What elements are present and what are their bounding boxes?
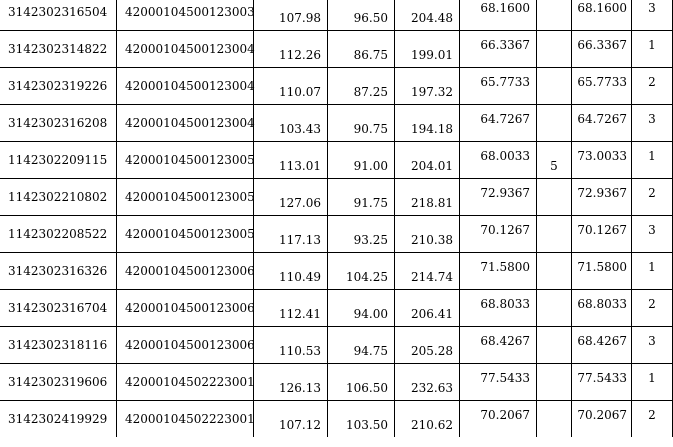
rank-value: 3 bbox=[648, 334, 656, 348]
table-row bbox=[0, 327, 673, 364]
converted-score-cell bbox=[460, 105, 537, 142]
rank-cell bbox=[632, 31, 673, 68]
candidate-id-cell: 3142302419929 bbox=[0, 401, 117, 438]
converted-score-value: 68.0033 bbox=[480, 149, 530, 163]
score-value: 91.75 bbox=[353, 196, 388, 210]
bonus-cell bbox=[537, 253, 572, 290]
bonus-cell bbox=[537, 31, 572, 68]
score-value: 91.00 bbox=[353, 159, 388, 173]
converted-score-cell bbox=[460, 401, 537, 438]
converted-score-cell bbox=[460, 364, 537, 401]
converted-score-cell bbox=[460, 290, 537, 327]
rank-value: 3 bbox=[648, 112, 656, 126]
converted-score-cell bbox=[460, 142, 537, 179]
final-score-cell bbox=[572, 253, 632, 290]
score-cell bbox=[328, 105, 395, 142]
converted-score-cell bbox=[460, 327, 537, 364]
position-code-cell: 42000104500123003 bbox=[117, 0, 254, 31]
converted-score-value: 65.7733 bbox=[480, 75, 530, 89]
candidate-id-cell: 3142302316504 bbox=[0, 0, 117, 31]
rank-cell bbox=[632, 253, 673, 290]
score-value: 117.13 bbox=[279, 233, 321, 247]
score-cell bbox=[328, 364, 395, 401]
total-value: 204.01 bbox=[411, 159, 453, 173]
converted-score-value: 68.8033 bbox=[480, 297, 530, 311]
rank-value: 2 bbox=[648, 408, 656, 422]
converted-score-value: 71.5800 bbox=[480, 260, 530, 274]
score-cell bbox=[328, 142, 395, 179]
rank-value: 1 bbox=[648, 149, 656, 163]
final-score-cell bbox=[572, 401, 632, 438]
total-cell bbox=[395, 31, 460, 68]
rank-cell bbox=[632, 364, 673, 401]
position-code-cell: 42000104502223001 bbox=[117, 364, 254, 401]
final-score-cell bbox=[572, 364, 632, 401]
converted-score-value: 72.9367 bbox=[480, 186, 530, 200]
total-cell bbox=[395, 364, 460, 401]
candidate-id-cell: 3142302319226 bbox=[0, 68, 117, 105]
candidate-id-cell: 3142302318116 bbox=[0, 327, 117, 364]
total-cell bbox=[395, 327, 460, 364]
table-row bbox=[0, 179, 673, 216]
position-code-cell: 42000104500123005 bbox=[117, 216, 254, 253]
total-value: 204.48 bbox=[411, 11, 453, 25]
candidate-id-cell: 3142302316704 bbox=[0, 290, 117, 327]
score-cell bbox=[328, 216, 395, 253]
total-cell bbox=[395, 0, 460, 31]
table-row bbox=[0, 142, 673, 179]
total-value: 232.63 bbox=[411, 381, 453, 395]
bonus-cell bbox=[537, 0, 572, 31]
rank-cell bbox=[632, 216, 673, 253]
score-cell bbox=[254, 31, 328, 68]
bonus-cell bbox=[537, 105, 572, 142]
score-cell bbox=[328, 327, 395, 364]
total-value: 199.01 bbox=[411, 48, 453, 62]
bonus-cell bbox=[537, 179, 572, 216]
score-cell bbox=[254, 216, 328, 253]
table-row bbox=[0, 401, 673, 438]
total-value: 210.38 bbox=[411, 233, 453, 247]
score-value: 94.00 bbox=[353, 307, 388, 321]
position-code-cell: 42000104502223001 bbox=[117, 401, 254, 438]
total-value: 205.28 bbox=[411, 344, 453, 358]
rank-cell bbox=[632, 401, 673, 438]
score-cell bbox=[328, 68, 395, 105]
final-score-value: 68.8033 bbox=[577, 297, 627, 311]
candidate-id-cell: 1142302210802 bbox=[0, 179, 117, 216]
score-value: 86.75 bbox=[353, 48, 388, 62]
score-cell bbox=[328, 179, 395, 216]
score-cell bbox=[254, 253, 328, 290]
converted-score-value: 68.1600 bbox=[480, 1, 530, 15]
converted-score-value: 70.1267 bbox=[480, 223, 530, 237]
rank-cell bbox=[632, 179, 673, 216]
bonus-cell bbox=[537, 142, 572, 179]
total-value: 218.81 bbox=[411, 196, 453, 210]
bonus-cell bbox=[537, 290, 572, 327]
position-code-cell: 42000104500123005 bbox=[117, 179, 254, 216]
converted-score-value: 70.2067 bbox=[480, 408, 530, 422]
total-cell bbox=[395, 253, 460, 290]
position-code-cell: 42000104500123006 bbox=[117, 327, 254, 364]
score-value: 110.07 bbox=[279, 85, 321, 99]
score-value: 112.41 bbox=[279, 307, 321, 321]
score-value: 93.25 bbox=[353, 233, 388, 247]
final-score-cell bbox=[572, 142, 632, 179]
score-value: 127.06 bbox=[279, 196, 321, 210]
rank-value: 1 bbox=[648, 371, 656, 385]
score-value: 103.50 bbox=[346, 418, 388, 432]
final-score-value: 77.5433 bbox=[577, 371, 627, 385]
total-value: 210.62 bbox=[411, 418, 453, 432]
candidate-id-cell: 3142302314822 bbox=[0, 31, 117, 68]
score-cell bbox=[254, 105, 328, 142]
converted-score-value: 66.3367 bbox=[480, 38, 530, 52]
converted-score-cell bbox=[460, 253, 537, 290]
bonus-cell bbox=[537, 68, 572, 105]
score-value: 96.50 bbox=[353, 11, 388, 25]
total-value: 194.18 bbox=[411, 122, 453, 136]
score-cell bbox=[328, 401, 395, 438]
candidate-id-cell: 3142302316208 bbox=[0, 105, 117, 142]
table-row bbox=[0, 364, 673, 401]
rank-cell bbox=[632, 0, 673, 31]
position-code-cell: 42000104500123004 bbox=[117, 105, 254, 142]
rank-value: 3 bbox=[648, 223, 656, 237]
total-cell bbox=[395, 179, 460, 216]
table-row bbox=[0, 253, 673, 290]
converted-score-cell bbox=[460, 0, 537, 31]
converted-score-value: 68.4267 bbox=[480, 334, 530, 348]
final-score-value: 68.1600 bbox=[577, 1, 627, 15]
total-cell bbox=[395, 142, 460, 179]
score-cell bbox=[254, 179, 328, 216]
score-cell bbox=[254, 0, 328, 31]
converted-score-cell bbox=[460, 179, 537, 216]
final-score-value: 73.0033 bbox=[577, 149, 627, 163]
final-score-value: 68.4267 bbox=[577, 334, 627, 348]
bonus-cell bbox=[537, 216, 572, 253]
score-cell bbox=[328, 253, 395, 290]
score-cell bbox=[254, 327, 328, 364]
total-cell bbox=[395, 290, 460, 327]
score-cell bbox=[254, 68, 328, 105]
converted-score-cell bbox=[460, 216, 537, 253]
rank-value: 2 bbox=[648, 297, 656, 311]
score-value: 112.26 bbox=[279, 48, 321, 62]
rank-value: 2 bbox=[648, 186, 656, 200]
final-score-value: 64.7267 bbox=[577, 112, 627, 126]
score-cell bbox=[254, 401, 328, 438]
converted-score-value: 64.7267 bbox=[480, 112, 530, 126]
table-row bbox=[0, 68, 673, 105]
table-row bbox=[0, 31, 673, 68]
position-code-cell: 42000104500123004 bbox=[117, 31, 254, 68]
score-cell bbox=[254, 364, 328, 401]
rank-value: 1 bbox=[648, 38, 656, 52]
score-value: 94.75 bbox=[353, 344, 388, 358]
rank-value: 3 bbox=[648, 1, 656, 15]
score-value: 110.49 bbox=[279, 270, 321, 284]
table-row bbox=[0, 290, 673, 327]
final-score-cell bbox=[572, 216, 632, 253]
final-score-value: 70.2067 bbox=[577, 408, 627, 422]
score-cell bbox=[254, 290, 328, 327]
bonus-cell bbox=[537, 327, 572, 364]
final-score-value: 65.7733 bbox=[577, 75, 627, 89]
score-value: 107.98 bbox=[279, 11, 321, 25]
final-score-cell bbox=[572, 105, 632, 142]
score-value: 106.50 bbox=[346, 381, 388, 395]
rank-cell bbox=[632, 290, 673, 327]
score-value: 126.13 bbox=[279, 381, 321, 395]
total-cell bbox=[395, 105, 460, 142]
total-value: 214.74 bbox=[411, 270, 453, 284]
rank-value: 2 bbox=[648, 75, 656, 89]
score-value: 87.25 bbox=[353, 85, 388, 99]
position-code-cell: 42000104500123006 bbox=[117, 253, 254, 290]
bonus-cell bbox=[537, 401, 572, 438]
score-cell bbox=[254, 142, 328, 179]
score-cell bbox=[328, 31, 395, 68]
score-value: 110.53 bbox=[279, 344, 321, 358]
bonus-cell bbox=[537, 364, 572, 401]
position-code-cell: 42000104500123006 bbox=[117, 290, 254, 327]
rank-cell bbox=[632, 68, 673, 105]
score-value: 113.01 bbox=[279, 159, 321, 173]
converted-score-cell bbox=[460, 31, 537, 68]
total-cell bbox=[395, 68, 460, 105]
converted-score-value: 77.5433 bbox=[480, 371, 530, 385]
rank-value: 1 bbox=[648, 260, 656, 274]
position-code-cell: 42000104500123005 bbox=[117, 142, 254, 179]
final-score-value: 72.9367 bbox=[577, 186, 627, 200]
total-value: 206.41 bbox=[411, 307, 453, 321]
rank-cell bbox=[632, 142, 673, 179]
final-score-cell bbox=[572, 327, 632, 364]
final-score-value: 70.1267 bbox=[577, 223, 627, 237]
final-score-cell bbox=[572, 31, 632, 68]
total-cell bbox=[395, 401, 460, 438]
candidate-id-cell: 3142302316326 bbox=[0, 253, 117, 290]
table-row bbox=[0, 0, 673, 31]
score-value: 104.25 bbox=[346, 270, 388, 284]
table-row bbox=[0, 216, 673, 253]
final-score-cell bbox=[572, 0, 632, 31]
converted-score-cell bbox=[460, 68, 537, 105]
candidate-id-cell: 3142302319606 bbox=[0, 364, 117, 401]
final-score-cell bbox=[572, 179, 632, 216]
position-code-cell: 42000104500123004 bbox=[117, 68, 254, 105]
candidate-id-cell: 1142302209115 bbox=[0, 142, 117, 179]
table-row bbox=[0, 105, 673, 142]
total-value: 197.32 bbox=[411, 85, 453, 99]
total-cell bbox=[395, 216, 460, 253]
score-cell bbox=[328, 290, 395, 327]
candidate-id-cell: 1142302208522 bbox=[0, 216, 117, 253]
bonus-value: 5 bbox=[550, 159, 558, 173]
score-value: 103.43 bbox=[279, 122, 321, 136]
rank-cell bbox=[632, 327, 673, 364]
final-score-value: 66.3367 bbox=[577, 38, 627, 52]
score-value: 107.12 bbox=[279, 418, 321, 432]
final-score-cell bbox=[572, 68, 632, 105]
rank-cell bbox=[632, 105, 673, 142]
final-score-value: 71.5800 bbox=[577, 260, 627, 274]
score-value: 90.75 bbox=[353, 122, 388, 136]
score-cell bbox=[328, 0, 395, 31]
final-score-cell bbox=[572, 290, 632, 327]
